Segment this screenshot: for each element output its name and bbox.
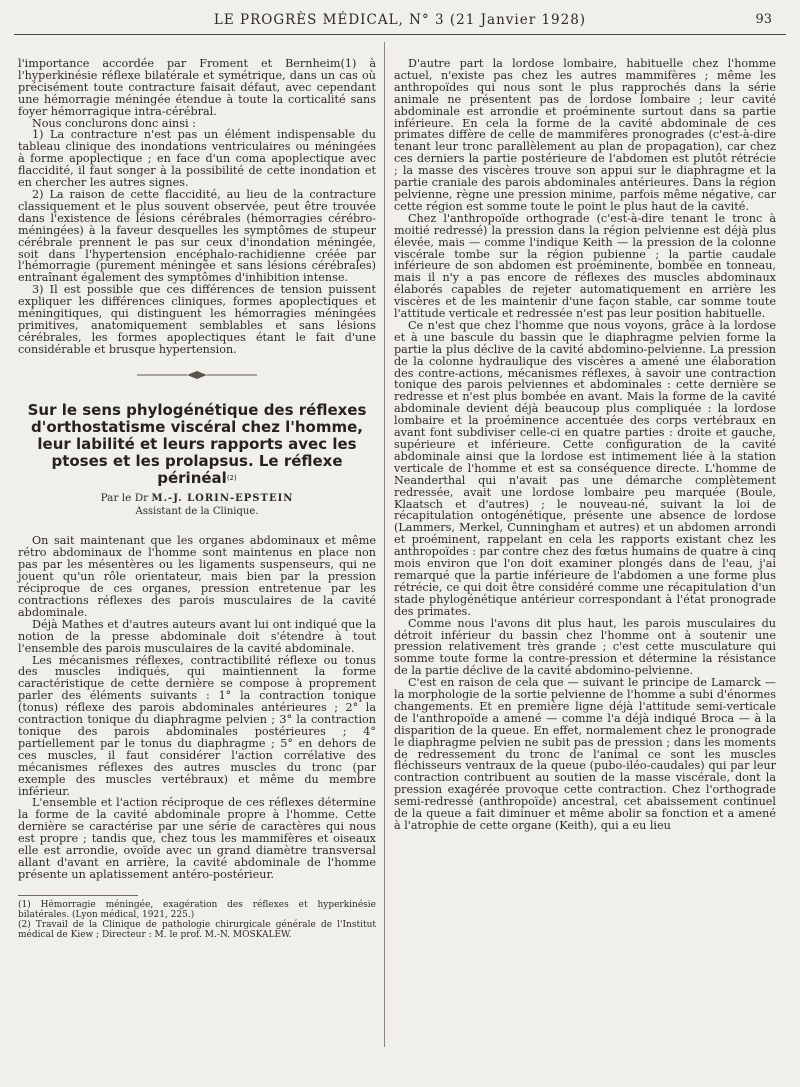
left-column xyxy=(18,58,376,940)
section-ornament xyxy=(137,370,257,380)
footnote: (2) Travail de la Clinique de pathologie chirurgicale générale de l'Institut médical de Kiew ; Directeur : M. le prof. M.-N. MOSKALEW. xyxy=(18,919,376,940)
conclusion-item: 1) La contracture n'est pas un élément indispensable du tableau clinique des inondations ventriculaires ou méningées à forme apoplectique ; en face d'un coma apoplectique avec flaccidité, il faut songer à la possibilité de cette inondation et en chercher les autres signes. xyxy=(18,128,376,190)
article-title: Sur le sens phylogénétique des réflexes d'orthostatisme viscéral chez l'homme, leur labilité et leurs rapports avec les ptoses et les prolapsus. Le réflexe périnéal$^{(2)}$ xyxy=(27,400,367,487)
footnote: (1) Hémorragie méningée, exagération des réflexes et hyperkinésie bilatérales. (Lyon médical, 1921, 225.) xyxy=(18,899,376,920)
conclusion-item: 3) Il est possible que ces différences de tension puissent expliquer les différences cliniques, formes apoplectiques et méningitiques, qui distinguent les hémorragies méningées primitives, anatomiquement semblables et sans lésions cérébrales, les formes apoplectiques étant le fait d'une considérable et brusque hypertension. xyxy=(18,283,376,356)
running-head xyxy=(0,12,800,34)
title-footnote-mark: (2) xyxy=(226,473,237,482)
intro-paragraph: Nous conclurons donc ainsi : xyxy=(32,116,196,130)
body-paragraph: Déjà Mathes et d'autres auteurs avant lui ont indiqué que la notion de la presse abdominale doit s'étendre à tout l'ensemble des parois musculaires de la cavité abdominale. xyxy=(18,617,376,655)
body-paragraph: C'est en raison de cela que — suivant le principe de Lamarck — la morphologie de la sortie pelvienne de l'homme a subi d'énormes changements. Et en première ligne déjà l'attitude semi-verticale de l'anthropoïde a amené — comme l'a déjà indiqué Broca — à la disparition de la queue. En effet, normalement chez le pronograde le diaphragme pelvien ne subit pas de pression ; dans les moments de redressement du tronc de l'animal ce sont les muscles fléchisseurs ventraux de la queue (pubo-iléo-caudales) qui par leur contraction contribuent au soutien de la masse viscérale, dont la pression exagérée provoque cette contraction. Chez l'orthograde semi-redressé (anthropoïde) ancestral, cet abaissement continuel de la queue a fait diminuer et même abolir sa fonction et a amené à l'atrophie de cette organe (Keith), qui a eu lieu xyxy=(394,676,776,832)
body-paragraph: Les mécanismes réflexes, contractibilité réflexe ou tonus des muscles indiqués, qui maintiennent la forme caractéristique de cette dernière se compose à proprement parler des éléments suivants : 1° la contraction tonique (tonus) réflexe des parois abdominales antérieures ; 2° la contraction tonique du diaphragme pelvien ; 3° la contraction tonique des parois abdominales postérieures ; 4° partiellement par le tonus du diaphragme ; 5° en dehors de ces muscles, il faut considérer l'action corrélative des mécanismes réflexes des autres muscles du tronc (par exemple des muscles vertébraux) et même du membre inférieur. xyxy=(18,653,376,798)
header-rule xyxy=(14,34,786,35)
body-paragraph: L'ensemble et l'action réciproque de ces réflexes détermine la forme de la cavité abdominale propre à l'homme. Cette dernière se caractérise par une série de caractères qui nous est propre ; tandis que, chez tous les mammifères et oiseaux elle est arrondie, ovoïde avec un grand diamètre transversal allant d'avant en arrière, la cavité abdominale de l'homme présente un aplatissement antéro-postérieur. xyxy=(18,796,376,881)
byline: Par le Dr M.-J. LORIN-EPSTEIN xyxy=(100,491,294,504)
column-divider xyxy=(384,42,385,1047)
author-affiliation: Assistant de la Clinique. xyxy=(135,505,259,517)
footnote-rule xyxy=(18,895,138,896)
body-paragraph: Chez l'anthropoïde orthograde (c'est-à-dire tenant le tronc à moitié redressé) la pression dans la région pelvienne est déjà plus élevée, mais — comme l'indique Keith — la pression de la colonne viscérale tombe sur la région pubienne ; la partie caudale inférieure de son abdomen est proéminente, bombée en tonneau, mais il n'y a pas encore de réflexes des muscles abdominaux élaborés capables de rejeter automatiquement en arrière les viscères et de les maintenir d'une façon stable, car somme toute l'attitude verticale et redressée n'est pas leur position habituelle. xyxy=(394,211,776,321)
body-paragraph: Comme nous l'avons dit plus haut, les parois musculaires du détroit inférieur du bassin chez l'homme ont à soutenir une pression relativement très grande ; c'est cette musculature qui somme toute forme la contre-pression et détermine la résistance de la partie déclive de la cavité abdomino-pelvienne. xyxy=(394,616,776,678)
right-column xyxy=(394,58,776,832)
body-paragraph: D'autre part la lordose lombaire, habituelle chez l'homme actuel, n'existe pas chez les autres mammifères ; même les anthropoïdes qui nous sont le plus rapprochés dans la série animale ne présentent pas de lordose lombaire ; leur cavité abdominale est arrondie et proéminente surtout dans sa partie inférieure. En cela la forme de la cavité abdominale de ces primates diffère de celle de mammifères pronogrades (c'est-à-dire tenant leur tronc parallèlement au plan de propagation), car chez ces derniers la partie postérieure de l'abdomen est plutôt rétrécie ; la masse des viscères trouve son appui sur le diaphragme et la partie craniale des parois abdominales antérieures. Dans la région pelvienne, règne une pression minime, parfois même négative, car cette région est somme toute le point le plus haut de la cavité. xyxy=(394,57,776,213)
author-name: M.-J. LORIN-EPSTEIN xyxy=(151,492,294,504)
page-number: 93 xyxy=(755,12,772,27)
conclusion-item: 2) La raison de cette flaccidité, au lieu de la contracture classiquement et le plus souvent observée, peut être trouvée dans l'existence de lésions cérébrales (hémorragies cérébro-méningées) à la faveur desquelles les symptômes de stupeur cérébrale prennent le pas sur ceux d'inondation méningée, soit dans l'hypertension encéphalo-rachidienne créée par l'hémorragie (purement méningée et sans lésions cérébrales) entraînant également des symptômes d'inhibition intense. xyxy=(18,187,376,285)
body-paragraph: On sait maintenant que les organes abdominaux et même rétro abdominaux de l'homme sont maintenus en place non pas par les mésentères ou les ligaments suspenseurs, qui ne jouent qu'un rôle orientateur, mais bien par la pression réciproque de ces organes, pression entretenue par les contractions réflexes des parois musculaires de la cavité abdominale. xyxy=(18,534,376,619)
intro-paragraph: l'importance accordée par Froment et Bernheim(1) à l'hyperkinésie réflexe bilatérale et symétrique, dans un cas où précisément toute contracture faisait défaut, avec cependant une hémorragie méningée étendue à toute la corticalité sans foyer hémorragique intra-cérébral. xyxy=(18,57,376,118)
body-paragraph: Ce n'est que chez l'homme que nous voyons, grâce à la lordose et à une bascule du bassin que le diaphragme pelvien forme la partie la plus déclive de la cavité abdomino-pelvienne. La pression de la colonne hydraulique des viscères a amené une élaboration des contre-actions, mécanismes réflexes, à savoir une contraction tonique des parois pelviennes et abdominales : cette dernière se redresse et n'est plus bombée en avant. Mais la forme de la cavité abdominale devient déjà beaucoup plus compliquée : la lordose lombaire et la proéminence accentuée des corps vertébraux en avant font subdiviser celle-ci en quatre parties : droite et gauche, supérieure et inférieure. Cette configuration de la cavité abdominale ainsi que la lordose est intimement liée à la station verticale de l'homme et est sa conséquence directe. L'homme de Neanderthal qui n'avait pas une démarche complètement redressée, avait une lordose lombaire peu marquée (Boule, Klaatsch et d'autres) ; le nouveau-né, suivant la loi de récapitulation ontogénétique, présente une absence de lordose (Lammers, Merkel, Cunningham et autres) et un abdomen arrondi et proéminent, rappelant en cela les rapports existant chez les anthropoïdes : par contre chez des fœtus humains de quatre à cinq mois environ que l'on doit examiner plongés dans de l'eau, j'ai remarqué que la partie inférieure de l'abdomen a une forme plus rétrécie, ce qui doit être considéré comme une récapitulation d'un stade phylogénétique antérieur correspondant à l'état pronograde des primates. xyxy=(394,318,776,618)
journal-title: LE PROGRÈS MÉDICAL, N° 3 (21 Janvier 1928) xyxy=(213,12,587,28)
